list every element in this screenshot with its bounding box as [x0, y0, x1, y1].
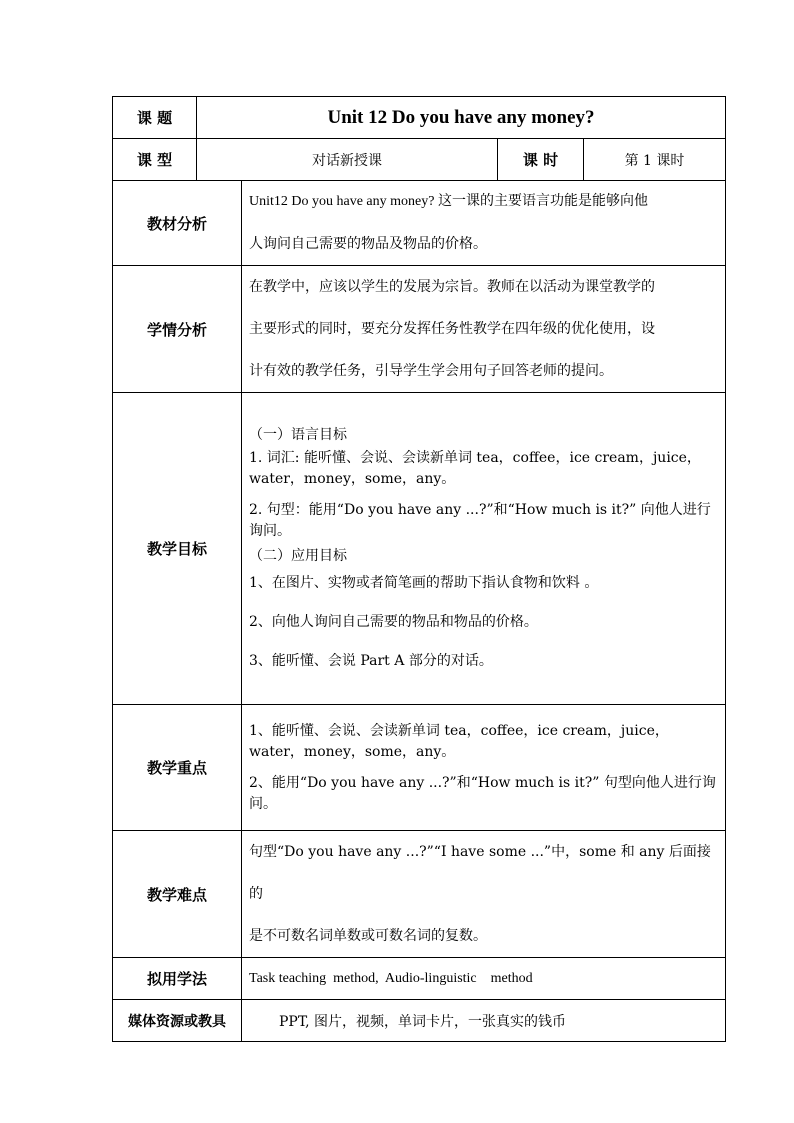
- label-media-resources: 媒体资源或教具: [113, 1000, 242, 1042]
- text-line: 问。: [249, 795, 277, 812]
- text-line: 计有效的教学任务，引导学生学会用句子回答老师的提问。: [249, 363, 613, 379]
- text-line: 2. 句型：能用“Do you have any ...?”和“How much is it?” 向他人进行: [249, 502, 711, 518]
- content-teaching-goals: [242, 393, 726, 705]
- text-line: Unit12 Do you have any money? 这一课的主要语言功能是能够向他: [249, 194, 648, 209]
- label-period: 课 时: [498, 139, 584, 181]
- row-difficulties: [113, 831, 726, 958]
- row-student-analysis: [113, 266, 726, 393]
- text-line: 句型“Do you have any ...?”“I have some ...”中，some 和 any 后面接的: [249, 844, 711, 902]
- row-topic: [113, 97, 726, 139]
- lesson-title: Unit 12 Do you have any money?: [197, 97, 726, 139]
- value-media-resources: PPT, 图片，视频，单词卡片，一张真实的钱币: [242, 1000, 726, 1042]
- label-type: 课 型: [113, 139, 197, 181]
- label-student-analysis: 学情分析: [113, 266, 242, 393]
- text-line: 1、能听懂、会说、会读新单词 tea，coffee，ice cream，juice，: [249, 722, 669, 739]
- text-line: 主要形式的同时，要充分发挥任务性教学在四年级的优化使用，设: [249, 321, 655, 337]
- row-learning-method: [113, 958, 726, 1000]
- value-learning-method: Task teaching method, Audio-linguistic method: [242, 958, 726, 1000]
- text-line: 1. 词汇: 能听懂、会说、会读新单词 tea，coffee，ice cream，juice，: [249, 450, 701, 466]
- content-material-analysis: [242, 181, 726, 266]
- section-heading: （二）应用目标: [249, 548, 347, 564]
- lesson-plan-table: [112, 96, 726, 1042]
- text-line: water，money，some，any。: [249, 743, 456, 760]
- text-line: 2、向他人询问自己需要的物品和物品的价格。: [249, 614, 538, 630]
- text-line: 3、能听懂、会说 Part A 部分的对话。: [249, 653, 493, 669]
- content-key-points: [242, 705, 726, 831]
- content-difficulties: [242, 831, 726, 958]
- value-period: 第 1 课时: [584, 139, 726, 181]
- text-line: 1、在图片、实物或者简笔画的帮助下指认食物和饮料 。: [249, 575, 599, 591]
- label-difficulties: 教学难点: [113, 831, 242, 958]
- text-line: 2、能用“Do you have any ...?”和“How much is it?” 句型向他人进行询: [249, 774, 716, 791]
- label-teaching-goals: 教学目标: [113, 393, 242, 705]
- text-line: water，money，some，any。: [249, 471, 456, 487]
- label-material-analysis: 教材分析: [113, 181, 242, 266]
- label-key-points: 教学重点: [113, 705, 242, 831]
- row-key-points: [113, 705, 726, 831]
- content-student-analysis: [242, 266, 726, 393]
- row-teaching-goals: [113, 393, 726, 705]
- value-type: 对话新授课: [197, 139, 498, 181]
- text-line: 人询问自己需要的物品及物品的价格。: [249, 236, 487, 252]
- row-material-analysis: [113, 181, 726, 266]
- section-heading: （一）语言目标: [249, 427, 347, 443]
- row-media-resources: [113, 1000, 726, 1042]
- text-line: 在教学中，应该以学生的发展为宗旨。教师在以活动为课堂教学的: [249, 279, 655, 295]
- label-learning-method: 拟用学法: [113, 958, 242, 1000]
- row-type: [113, 139, 726, 181]
- label-topic: 课 题: [113, 97, 197, 139]
- text-line: 是不可数名词单数或可数名词的复数。: [249, 928, 487, 944]
- text-line: 询问。: [249, 523, 291, 539]
